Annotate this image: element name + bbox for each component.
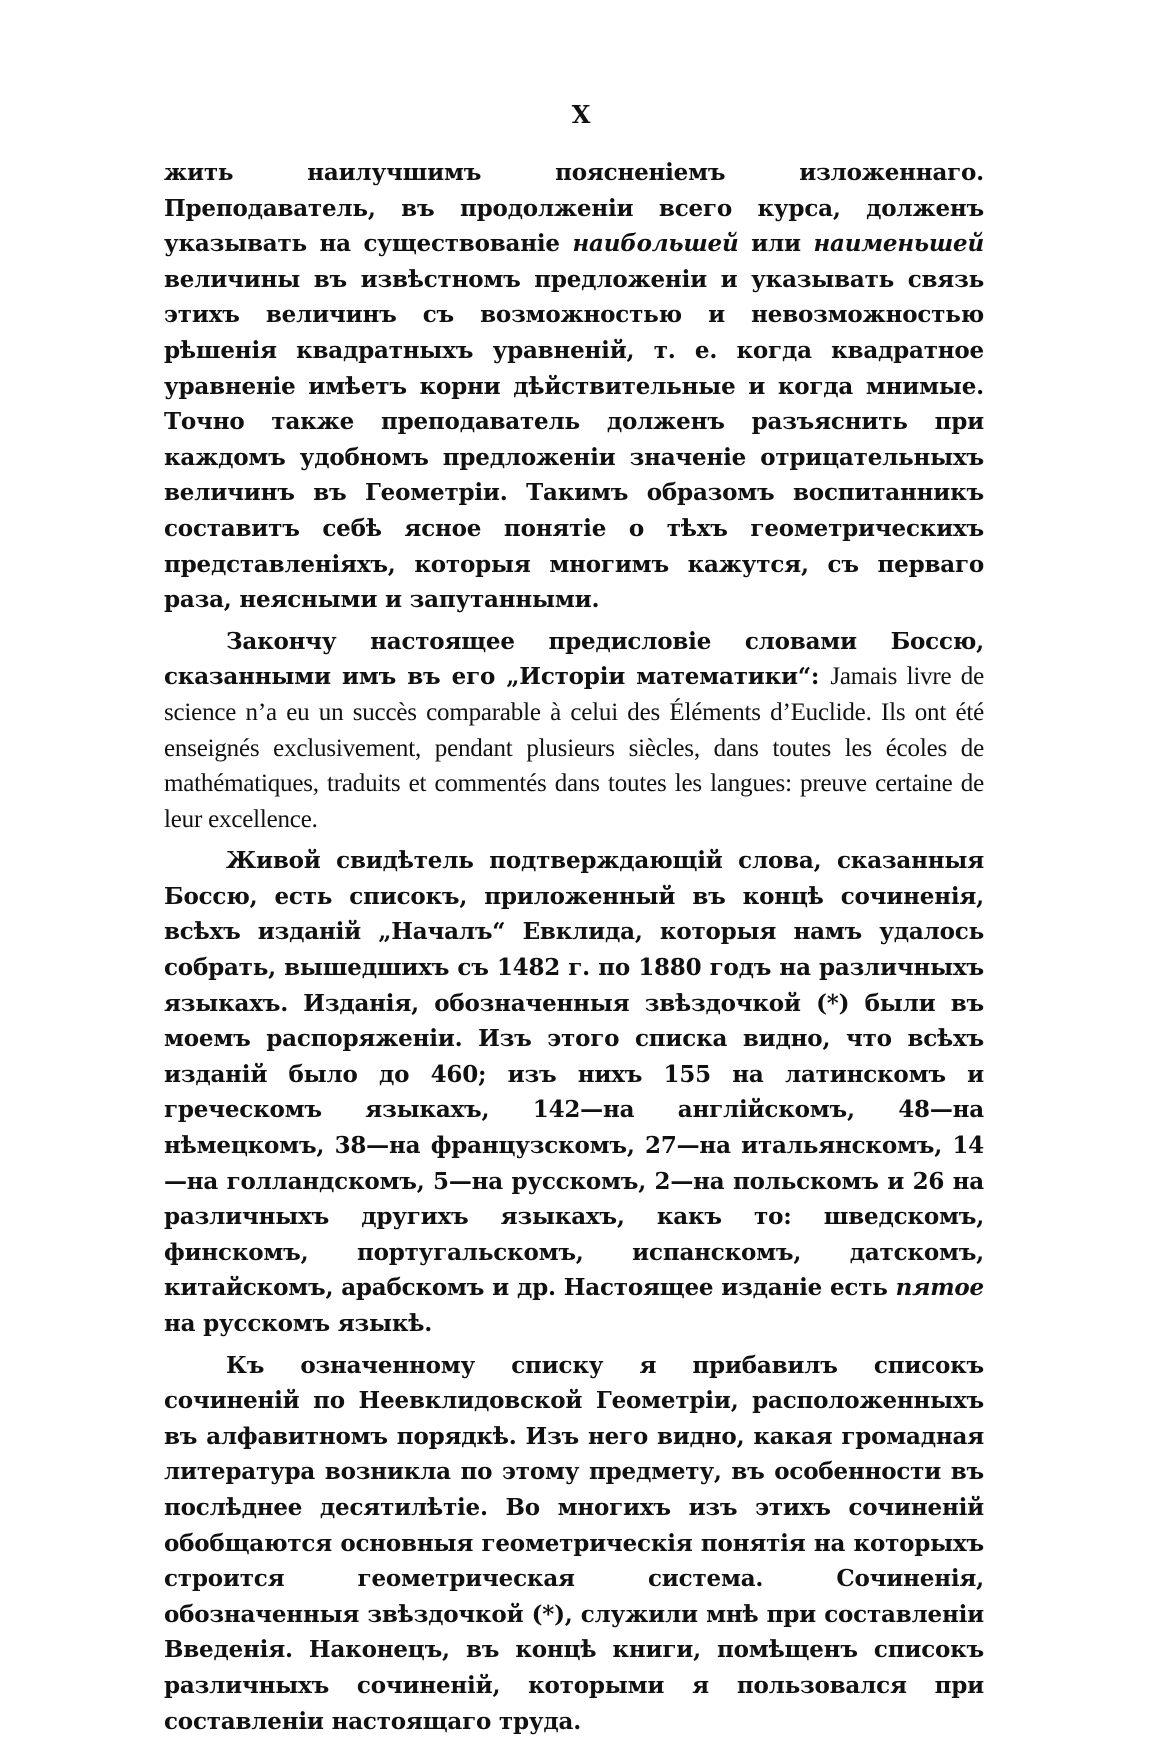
emphasis-naimenshey: наименьшей xyxy=(813,230,984,258)
paragraph-1-text: величины въ извѣстномъ предложеніи и указывать связь этихъ величинъ съ возможностью и невозможностью рѣшенія квадратныхъ уравненій, т. е. когда квадратное уравненіе имѣетъ корни дѣйствительные и когда мнимые. Точно также преподаватель долженъ разъяснить при каждомъ удобномъ предложеніи значеніе отрицательныхъ величинъ въ Геометріи. Такимъ образомъ воспитанникъ составитъ себѣ ясное понятіе о тѣхъ геометрическихъ представленіяхъ, которыя многимъ кажутся, съ перваго раза, неясными и запутанными. xyxy=(164,265,984,614)
paragraph-3-text: на русскомъ языкѣ. xyxy=(164,1310,433,1337)
paragraph-1-text: жить наилучшимъ поясненіемъ изложеннаго. Преподаватель, въ продолженіи всего курса, долженъ указывать на существованіе xyxy=(164,159,984,258)
paragraph-4-text: Къ означенному списку я прибавилъ списокъ сочиненій по Неевклидовской Геометріи, расположенныхъ въ алфавитномъ порядкѣ. Изъ него видно, какая громадная литература возникла по этому предмету, въ особенности въ послѣднее десятилѣтіе. Во многихъ изъ этихъ сочиненій обобщаются основныя геометрическія понятія на которыхъ строится геометрическая система. Сочиненія, обозначенныя звѣздочкой (*), служили мнѣ при составленіи Введенія. Наконецъ, въ концѣ книги, помѣщенъ списокъ различныхъ сочиненій, которыми я пользовался при составленіи настоящаго труда. xyxy=(164,1351,984,1735)
emphasis-naibolshey: наибольшей xyxy=(572,230,739,258)
paragraph-3-text: Живой свидѣтель подтверждающій слова, сказанныя Боссю, есть списокъ, приложенный въ концѣ сочиненія, всѣхъ изданій „Началъ“ Евклида, которыя намъ удалось собрать, вышедшихъ съ 1482 г. по 1880 годъ на различныхъ языкахъ. Изданія, обозначенныя звѣздочкой (*) были въ моемъ распоряженіи. Изъ этого списка видно, что всѣхъ изданій было до 460; изъ нихъ 155 на латинскомъ и греческомъ языкахъ, 142—на англійскомъ, 48—на нѣмецкомъ, 38—на французскомъ, 27—на итальянскомъ, 14—на голландскомъ, 5—на русскомъ, 2—на польскомъ и 26 на различныхъ другихъ языкахъ, какъ то: шведскомъ, финскомъ, португальскомъ, испанскомъ, датскомъ, китайскомъ, арабскомъ и др. Настоящее изданіе есть xyxy=(164,847,984,1302)
paragraph-4 xyxy=(164,1348,984,1739)
body-text xyxy=(164,155,984,1739)
paragraph-1-text: или xyxy=(738,230,814,258)
page-number: X xyxy=(571,100,592,129)
paragraph-2 xyxy=(164,624,984,838)
french-quotation: Jamais livre de science n’a eu un succès comparable à celui des Éléments d’Euclide. Ils ont été enseignés exclusivement, pendant plusieurs siècles, dans toutes les écoles de mathématiques, traduits et commentés dans toutes les langues: preuve certaine de leur excellence. xyxy=(164,663,985,833)
paragraph-2-text: Закончу настоящее предисловіе словами Боссю, сказанными имъ въ его „Исторіи математики“: xyxy=(164,627,984,691)
paragraph-1 xyxy=(164,155,984,618)
paragraph-3 xyxy=(164,843,984,1341)
emphasis-pyatoe: пятое xyxy=(895,1274,984,1302)
